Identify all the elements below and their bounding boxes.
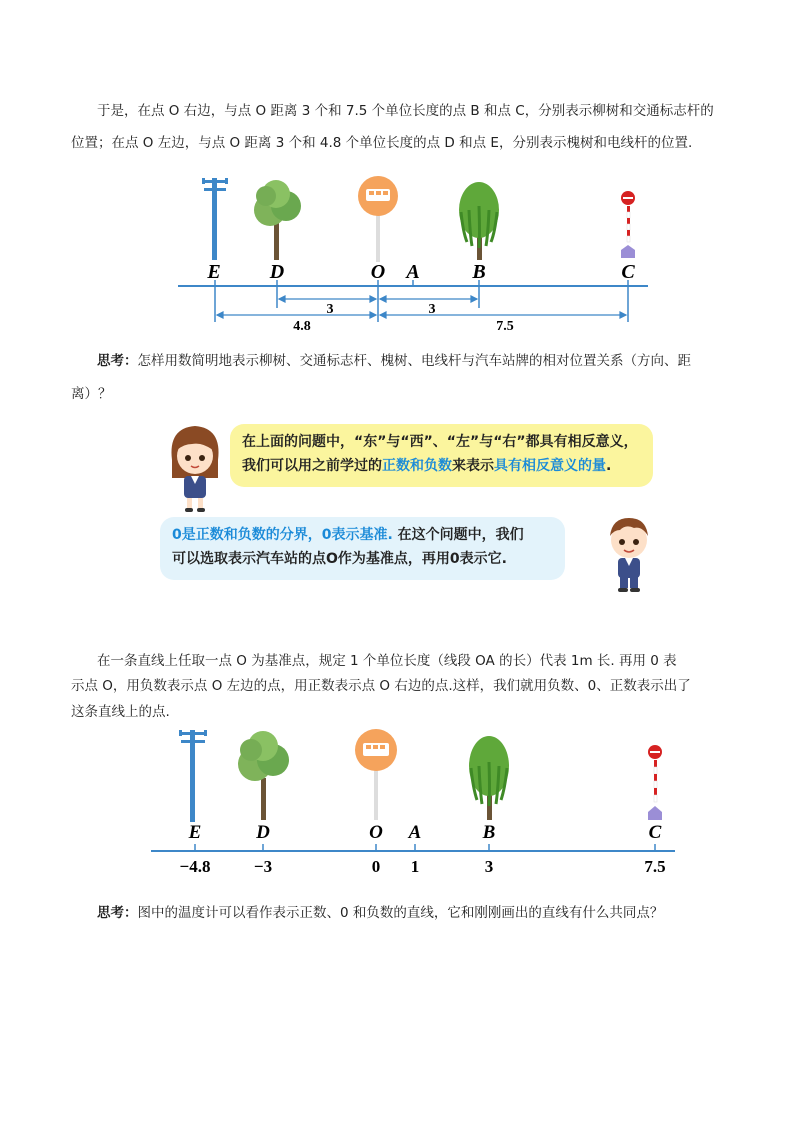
- point-label-o: O: [369, 822, 383, 843]
- paragraph-1-line-2: 位置；在点 O 左边，与点 O 距离 3 个和 4.8 个单位长度的点 D 和点 E，分别表示槐树和电线杆的位置.: [71, 135, 693, 151]
- point-label-a: A: [408, 822, 422, 843]
- point-label-e: E: [207, 261, 221, 283]
- point-label-b: B: [472, 261, 486, 283]
- electric-pole-icon: [179, 730, 207, 822]
- paragraph-1-line-1: 于是，在点 O 右边，与点 O 距离 3 个和 7.5 个单位长度的点 B 和点 C，分别表示柳树和交通标志杆的: [97, 103, 714, 119]
- dim-label-e-o: 4.8: [293, 319, 311, 334]
- willow-tree-icon: [469, 736, 509, 820]
- think-1-cont: [71, 384, 271, 404]
- point-label-a: A: [406, 261, 420, 283]
- dim-label-d-o: 3: [326, 302, 334, 317]
- paragraph-2-line-3: 这条直线上的点.: [71, 704, 170, 720]
- point-label-d: D: [269, 261, 285, 283]
- bus-stop-sign-icon: [358, 176, 398, 262]
- bubble-girl-line-2: [242, 454, 641, 478]
- point-label-o: O: [370, 261, 386, 283]
- paragraph-2-cont: [71, 676, 737, 722]
- dim-label-o-b: 3: [428, 302, 436, 317]
- highlight-positive-negative: 正数和负数: [382, 458, 452, 474]
- number-label-3: 3: [484, 857, 494, 876]
- number-label-neg-3: −3: [253, 857, 273, 876]
- number-line-figure-1: [170, 170, 660, 340]
- point-label-d: D: [256, 822, 270, 843]
- paragraph-2: [97, 651, 737, 671]
- paragraph-2-line-1: 在一条直线上任取一点 O 为基准点，规定 1 个单位长度（线段 OA 的长）代表 1m 长. 再用 0 表: [97, 653, 677, 669]
- willow-tree-icon: [459, 182, 499, 260]
- think-label: 思考：: [97, 905, 138, 921]
- point-label-c: C: [648, 822, 662, 843]
- dim-label-o-c: 7.5: [496, 319, 514, 334]
- number-label-neg-4-8: −4.8: [179, 857, 211, 876]
- bubble-boy-line-1: [172, 523, 553, 547]
- bubble-girl-text-b: 来表示: [452, 458, 494, 474]
- think-1-line-2: 离）？: [71, 386, 112, 402]
- speech-bubble-girl: [230, 424, 653, 487]
- bubble-boy-line-2: 可以选取表示汽车站的点O作为基准点，再用0表示它.: [172, 551, 507, 567]
- number-line-figure-2: [145, 722, 685, 882]
- number-line-ticks: [195, 844, 655, 851]
- bus-stop-sign-icon: [355, 729, 397, 820]
- point-label-e: E: [188, 822, 202, 843]
- traffic-sign-pole-icon: [648, 745, 662, 820]
- think-2-text: 图中的温度计可以看作表示正数、0 和负数的直线，它和刚刚画出的直线有什么共同点？: [137, 905, 664, 921]
- highlight-opposite-quantity: 具有相反意义的量: [494, 458, 606, 474]
- point-label-c: C: [621, 261, 635, 283]
- paragraph-2-line-2: 示点 O，用负数表示点 O 左边的点，用正数表示点 O 右边的点.这样，我们就用负数、0、正数表示出了: [71, 678, 691, 694]
- girl-avatar: [162, 420, 228, 516]
- highlight-zero-boundary: 0是正数和负数的分界，0表示基准.: [172, 527, 393, 543]
- paragraph-1-cont: [71, 133, 731, 153]
- number-label-1: 1: [410, 857, 420, 876]
- speech-bubble-boy: [160, 517, 565, 580]
- traffic-sign-pole-icon: [621, 191, 635, 258]
- number-label-0: 0: [371, 857, 381, 876]
- paragraph-1: [97, 101, 727, 121]
- point-label-b: B: [482, 822, 496, 843]
- bubble-girl-text-a: 我们可以用之前学过的: [242, 458, 382, 474]
- think-2: [97, 903, 737, 923]
- think-1-line-1: 怎样用数简明地表示柳树、交通标志杆、槐树、电线杆与汽车站牌的相对位置关系（方向、距: [137, 353, 691, 369]
- boy-avatar: [596, 506, 662, 602]
- bubble-boy-text-b: 在这个问题中，我们: [392, 527, 524, 543]
- think-label: 思考：: [97, 353, 138, 369]
- tree-icon: [254, 180, 301, 260]
- tree-icon: [238, 731, 289, 820]
- bubble-girl-text-c: .: [606, 458, 612, 474]
- electric-pole-icon: [202, 178, 228, 260]
- bubble-girl-line-1: 在上面的问题中，“东”与“西”、“左”与“右”都具有相反意义，: [242, 434, 638, 450]
- number-label-7-5: 7.5: [644, 857, 666, 876]
- dimension-arrows: [217, 296, 626, 318]
- think-1: [97, 351, 737, 371]
